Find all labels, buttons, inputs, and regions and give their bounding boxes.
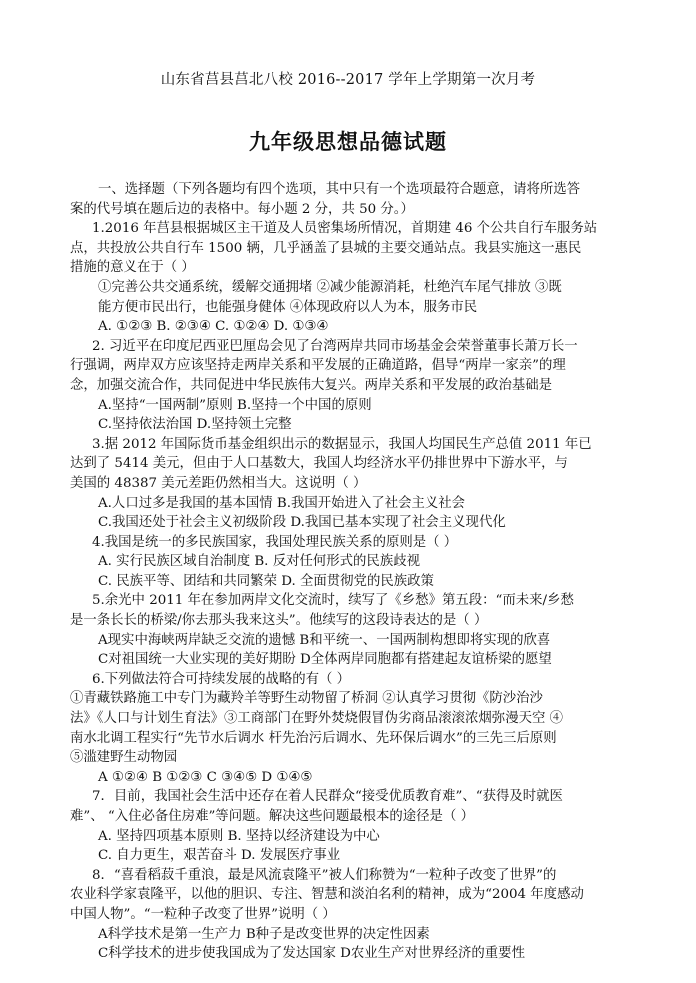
question-4-answers: A. 实行民族区域自治制度 B. 反对任何形式的民族歧视 bbox=[98, 554, 420, 570]
question-3-answers: C.我国还处于社会主义初级阶段 D.我国已基本实现了社会主义现代化 bbox=[98, 515, 506, 531]
question-2-line: 行强调，两岸双方应该坚持走两岸关系和平发展的正确道路，倡导“两岸一家亲”的理 bbox=[70, 358, 566, 374]
question-1-line: 1.2016 年莒县根据城区主干道及人员密集场所情况，首期建 46 个公共自行车服务站 bbox=[92, 221, 598, 237]
question-3-line: 3.据 2012 年国际货币基金组织出示的数据显示，我国人均国民生产总值 2011 年已 bbox=[92, 436, 592, 452]
exam-body bbox=[70, 180, 630, 964]
question-5-line: 5.余光中 2011 年在参加两岸文化交流时，续写了《乡愁》第五段：“而未来/乡愁 bbox=[92, 593, 574, 609]
section-instructions-line: 一、选择题（下列各题均有四个选项，其中只有一个选项最符合题意，请将所选答 bbox=[98, 182, 581, 197]
question-1-answers: A. ①②③ B. ②③④ C. ①②④ D. ①③④ bbox=[98, 319, 329, 335]
question-8-answers: C科学技术的进步使我国成为了发达国家 D农业生产对世界经济的重要性 bbox=[98, 946, 525, 962]
question-5-answers: A现实中海峡两岸缺乏交流的遗憾 B和平统一、一国两制构想即将实现的欣喜 bbox=[98, 632, 551, 648]
question-3-answers: A.人口过多是我国的基本国情 B.我国开始进入了社会主义社会 bbox=[98, 495, 466, 511]
question-4-line: 4.我国是统一的多民族国家，我国处理民族关系的原则是（ ） bbox=[92, 534, 458, 550]
question-6-line: ①青藏铁路施工中专门为藏羚羊等野生动物留了桥洞 ②认真学习贯彻《防沙治沙 bbox=[70, 691, 543, 707]
question-4-answers: C. 民族平等、团结和共同繁荣 D. 全面贯彻党的民族政策 bbox=[98, 573, 434, 589]
question-6-answers: A ①②④ B ①②③ C ③④⑤ D ①④⑤ bbox=[98, 769, 313, 785]
question-5-answers: C对祖国统一大业实现的美好期盼 D全体两岸同胞都有搭建起友谊桥梁的愿望 bbox=[98, 652, 552, 668]
question-2-answers: A.坚持“一国两制”原则 B.坚持一个中国的原则 bbox=[98, 397, 372, 413]
question-2-answers: C.坚持依法治国 D.坚持领土完整 bbox=[98, 417, 292, 433]
page-title: 九年级思想品德试题 bbox=[249, 129, 447, 154]
question-8-line: 中国人物”。“一粒种子改变了世界”说明（ ） bbox=[70, 906, 336, 922]
question-2-line: 2. 习近平在印度尼西亚巴厘岛会见了台湾两岸共同市场基金会荣誉董事长萧万长一 bbox=[92, 338, 578, 354]
question-3-line: 达到了 5414 美元，但由于人口基数大，我国人均经济水平仍排世界中下游水平，与 bbox=[70, 456, 568, 472]
question-8-answers: A科学技术是第一生产力 B种子是改变世界的决定性因素 bbox=[98, 926, 430, 942]
question-5-line: 是一条长长的桥梁/你去那头我来这头”。他续写的这段诗表达的是（ ） bbox=[70, 613, 488, 629]
question-3-line: 美国的 48387 美元差距仍然相当大。这说明（ ） bbox=[70, 475, 367, 491]
question-8-line: 8．“喜看稻菽千重浪，最是风流袁隆平”被人们称赞为“一粒种子改变了世界”的 bbox=[92, 867, 557, 883]
question-1-option-line: ①完善公共交通系统，缓解交通拥堵 ②减少能源消耗，杜绝汽车尾气排放 ③既 bbox=[98, 279, 562, 295]
question-7-answers: C. 自力更生，艰苦奋斗 D. 发展医疗事业 bbox=[98, 848, 341, 864]
question-7-line: 难”、 “入住必备住房难”等问题。解决这些问题最根本的途径是（ ） bbox=[70, 809, 474, 824]
question-8-line: 农业科学家袁隆平，以他的胆识、专注、智慧和淡泊名利的精神，成为“2004 年度感动 bbox=[70, 887, 584, 903]
question-7-answers: A. 坚持四项基本原则 B. 坚持以经济建设为中心 bbox=[98, 828, 380, 844]
question-7-line: 7．目前，我国社会生活中还存在着人民群众“接受优质教育难”、“获得及时就医 bbox=[92, 789, 563, 805]
question-6-line: 法》《人口与计划生育法》③工商部门在野外焚烧假冒伪劣商品滚滚浓烟弥漫天空 ④ bbox=[70, 711, 564, 727]
question-1-line: 点，共投放公共自行车 1500 辆，几乎涵盖了县城的主要交通站点。我县实施这一惠民 bbox=[70, 240, 582, 256]
question-1-option-line: 能方便市民出行，也能强身健体 ④体现政府以人为本，服务市民 bbox=[98, 299, 478, 315]
section-instructions-line: 案的代号填在题后边的表格中。每小题 2 分，共 50 分。） bbox=[70, 201, 414, 217]
question-6-line: 6.下列做法符合可持续发展的战略的有（ ） bbox=[92, 671, 351, 687]
question-6-line: 南水北调工程实行“先节水后调水 杆先治污后调水、先环保后调水”的三先三后原则 bbox=[70, 730, 557, 746]
question-2-line: 念，加强交流合作，共同促进中华民族伟大复兴。两岸关系和平发展的政治基础是 bbox=[70, 377, 553, 393]
question-1-line: 措施的意义在于（ ） bbox=[70, 260, 195, 276]
exam-header: 山东省莒县莒北八校 2016--2017 学年上学期第一次月考 bbox=[160, 72, 536, 88]
question-6-line: ⑤滥建野生动物园 bbox=[70, 750, 178, 766]
